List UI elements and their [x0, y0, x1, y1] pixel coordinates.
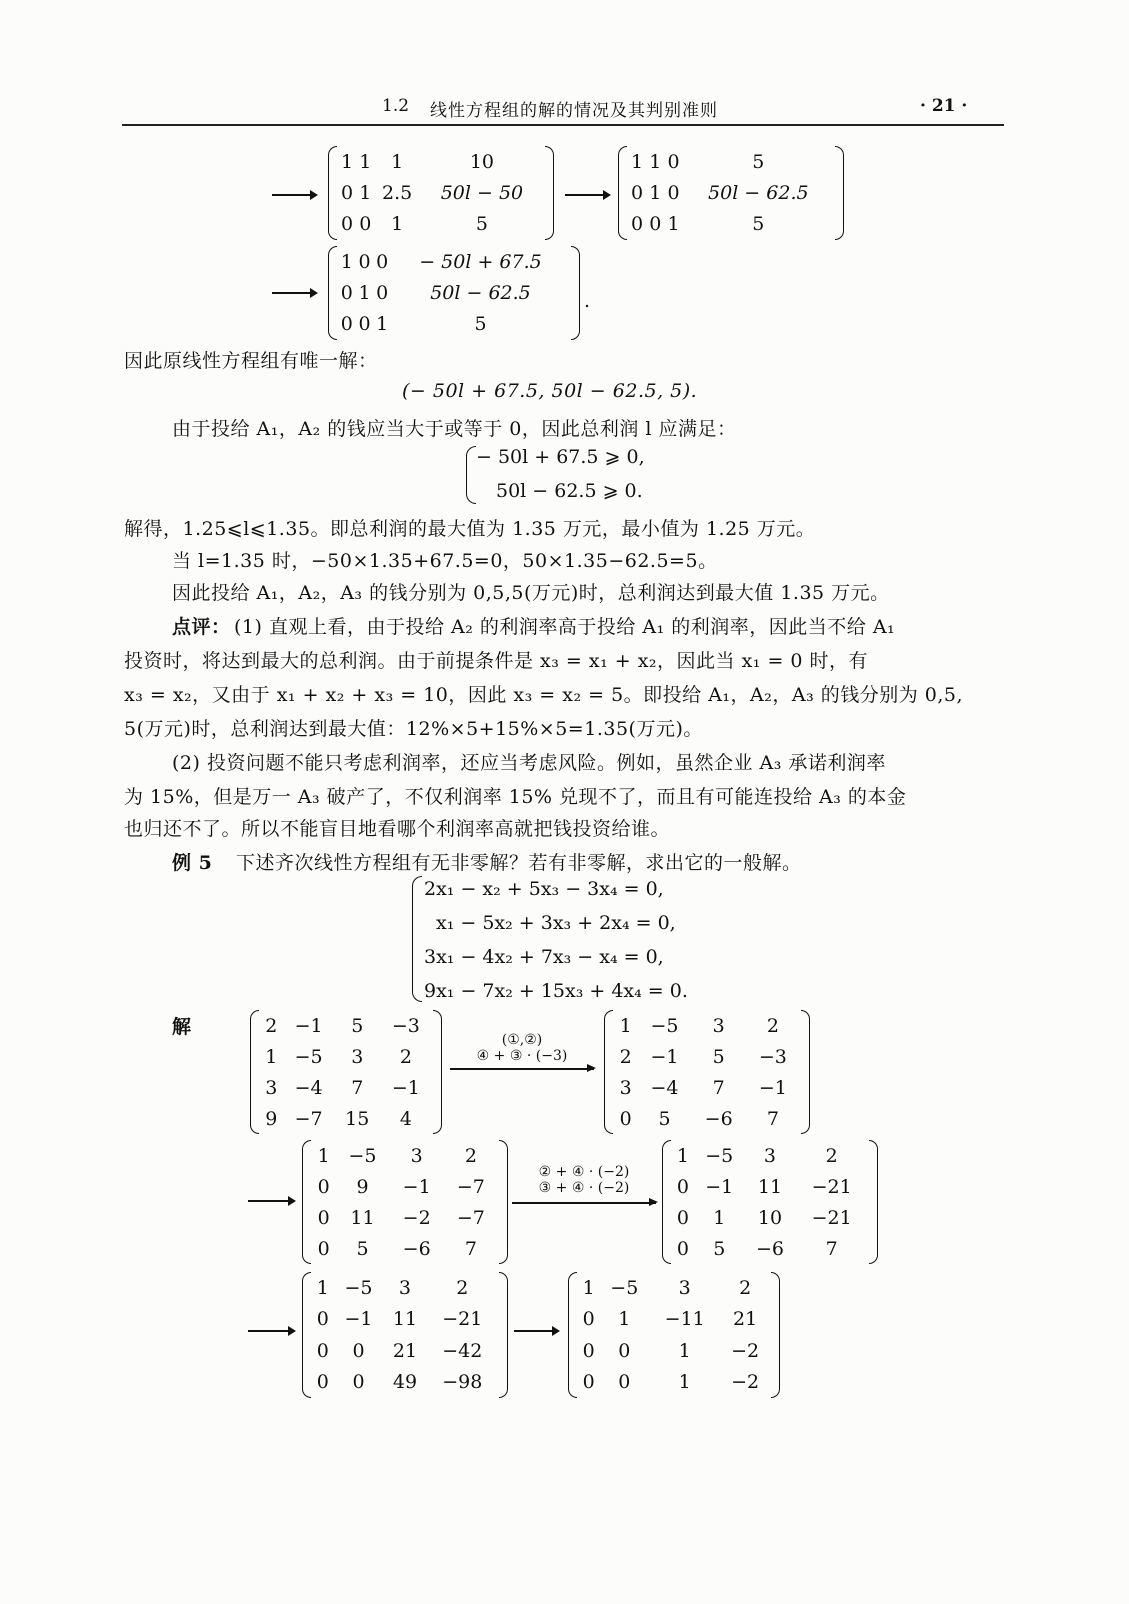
matrix-row — [614, 1103, 800, 1134]
matrix-cell: 1 — [649, 150, 662, 173]
matrix-cell: −5 — [610, 1276, 639, 1299]
matrix-cell: 3 — [678, 1276, 691, 1299]
matrix-cell: 0 — [676, 1206, 689, 1229]
matrix-row — [614, 1072, 800, 1103]
matrix-row — [578, 1272, 770, 1304]
matrix-cell: 0 — [676, 1237, 689, 1260]
matrix-cell: 1 — [358, 281, 371, 304]
comment1-b: 投资时，将达到最大的总利润。由于前提条件是 x₃ = x₁ + x₂，因此当 x₁ = 0 时，有 — [124, 650, 869, 672]
matrix-cell: 50l − 62.5 — [708, 181, 809, 204]
matrix-cell: 2 — [456, 1276, 469, 1299]
matrix-cell: 1 — [678, 1339, 691, 1362]
matrix-cell: 0 — [359, 213, 372, 236]
matrix-cell: 1 — [376, 313, 389, 336]
matrix-cell: 1 — [391, 150, 404, 173]
matrix-cell: 5 — [474, 313, 487, 336]
op-label-2b: ③ + ④ · (−2) — [538, 1180, 630, 1196]
matrix-cell: 50l − 62.5 — [430, 281, 531, 304]
matrix-cell: 1 — [359, 181, 372, 204]
matrix-cell: 7 — [766, 1107, 779, 1130]
matrix-cell: 0 — [340, 313, 353, 336]
inequality-1: − 50l + 67.5 ⩾ 0, — [476, 446, 645, 468]
matrix-cell: 5 — [713, 1237, 726, 1260]
matrix-row — [578, 1335, 770, 1367]
matrix-cell: 5 — [752, 213, 765, 236]
matrix-m5 — [604, 1010, 810, 1134]
matrix-period: . — [584, 290, 591, 312]
matrix-cell: 0 — [316, 1339, 329, 1362]
matrix-cell: 0 — [649, 213, 662, 236]
example-label: 例 5 — [172, 852, 213, 874]
matrix-m6 — [302, 1140, 508, 1264]
matrix-cell: 0 — [358, 313, 371, 336]
matrix-cell: 0 — [619, 1107, 632, 1130]
matrix-cell: 7 — [825, 1237, 838, 1260]
matrix-cell: 0 — [582, 1339, 595, 1362]
arrow — [272, 194, 316, 196]
matrix-cell: 7 — [351, 1076, 364, 1099]
matrix-cell: 2 — [766, 1014, 779, 1037]
matrix-row — [260, 1010, 432, 1041]
matrix-row — [338, 309, 570, 340]
therefore-line: 因此投给 A₁，A₂，A₃ 的钱分别为 0,5,5(万元)时，总利润达到最大值 1.35 万元。 — [172, 582, 890, 604]
matrix-cell: −21 — [811, 1206, 852, 1229]
matrix-cell: 1 — [649, 181, 662, 204]
matrix-cell: −2 — [402, 1206, 431, 1229]
matrix-cell: 1 — [340, 250, 353, 273]
matrix-cell: −7 — [456, 1175, 485, 1198]
matrix-cell: −1 — [650, 1045, 679, 1068]
invest-condition: 由于投给 A₁，A₂ 的钱应当大于或等于 0，因此总利润 l 应满足： — [172, 418, 737, 440]
matrix-cell: 4 — [399, 1107, 412, 1130]
matrix-row — [578, 1367, 770, 1399]
matrix-cell: 0 — [358, 250, 371, 273]
matrix-row — [260, 1072, 432, 1103]
matrix-cell: 0 — [341, 181, 354, 204]
example-text: 下述齐次线性方程组有无非零解？若有非零解，求出它的一般解。 — [236, 852, 802, 874]
matrix-m1 — [328, 146, 554, 240]
matrix-cell: 1 — [713, 1206, 726, 1229]
matrix-row — [338, 209, 544, 240]
matrix-cell: −2 — [731, 1339, 760, 1362]
matrix-m8 — [302, 1272, 508, 1398]
matrix-cell: − 50l + 67.5 — [419, 250, 542, 273]
matrix-cell: −3 — [758, 1045, 787, 1068]
matrix-cell: −5 — [705, 1144, 734, 1167]
matrix-cell: 0 — [316, 1371, 329, 1394]
arrow — [565, 194, 609, 196]
comment-label: 点评： — [172, 616, 231, 638]
matrix-cell: 0 — [316, 1308, 329, 1331]
matrix-cell: 0 — [582, 1371, 595, 1394]
matrix-cell: 2 — [739, 1276, 752, 1299]
matrix-cell: 3 — [763, 1144, 777, 1167]
matrix-cell: −1 — [391, 1076, 420, 1099]
matrix-cell: 0 — [376, 250, 389, 273]
arrow — [514, 1330, 558, 1332]
matrix-cell: 1 — [582, 1276, 595, 1299]
matrix-row — [338, 246, 570, 277]
matrix-row — [672, 1171, 868, 1202]
matrix-cell: 2 — [265, 1014, 278, 1037]
matrix-cell: 1 — [359, 150, 372, 173]
system-eq-3: 3x₁ − 4x₂ + 7x₃ − x₄ = 0, — [424, 946, 664, 968]
matrix-cell: 3 — [619, 1076, 632, 1099]
matrix-m7 — [662, 1140, 878, 1264]
matrix-cell: 5 — [475, 213, 488, 236]
arrow — [248, 1330, 294, 1332]
matrix-row — [338, 146, 544, 177]
matrix-cell: 0 — [317, 1237, 330, 1260]
matrix-cell: 2.5 — [382, 181, 413, 204]
matrix-cell: −5 — [344, 1276, 373, 1299]
matrix-cell: 3 — [265, 1076, 278, 1099]
matrix-cell: 0 — [582, 1308, 595, 1331]
matrix-cell: −1 — [758, 1076, 787, 1099]
matrix-cell: −4 — [294, 1076, 323, 1099]
matrix-cell: 10 — [757, 1206, 783, 1229]
matrix-cell: 1 — [619, 1014, 632, 1037]
matrix-cell: 3 — [398, 1276, 412, 1299]
matrix-row — [260, 1041, 432, 1072]
matrix-cell: −11 — [664, 1308, 705, 1331]
matrix-cell: 0 — [376, 281, 389, 304]
matrix-cell: 3 — [410, 1144, 423, 1167]
comment1-c: x₃ = x₂，又由于 x₁ + x₂ + x₃ = 10，因此 x₃ = x₂ = 5。即投给 A₁，A₂，A₃ 的钱分别为 0,5, — [124, 684, 964, 706]
matrix-cell: 0 — [317, 1175, 330, 1198]
system-eq-4: 9x₁ − 7x₂ + 15x₃ + 4x₄ = 0. — [424, 980, 688, 1002]
matrix-cell: −6 — [704, 1107, 733, 1130]
matrix-cell: 0 — [667, 181, 680, 204]
inequality-2: 50l − 62.5 ⩾ 0. — [496, 480, 643, 502]
matrix-cell: −4 — [650, 1076, 679, 1099]
comment1-d: 5(万元)时，总利润达到最大值：12%×5+15%×5=1.35(万元)。 — [124, 718, 703, 740]
matrix-row — [312, 1233, 498, 1264]
matrix-row — [312, 1335, 498, 1367]
matrix-row — [614, 1041, 800, 1072]
matrix-cell: −5 — [348, 1144, 377, 1167]
matrix-cell: 0 — [340, 281, 353, 304]
long-arrow — [512, 1202, 656, 1204]
header-rule — [122, 124, 1004, 126]
matrix-cell: 0 — [352, 1339, 365, 1362]
matrix-cell: 5 — [351, 1014, 364, 1037]
matrix-cell: 15 — [345, 1107, 370, 1130]
section-title: 线性方程组的解的情况及其判别准则 — [430, 101, 718, 121]
matrix-m3 — [328, 246, 580, 340]
matrix-cell: −42 — [442, 1339, 483, 1362]
matrix-row — [338, 277, 570, 308]
matrix-cell: 11 — [757, 1175, 783, 1198]
matrix-row — [312, 1171, 498, 1202]
matrix-cell: 11 — [392, 1308, 418, 1331]
matrix-cell: 0 — [631, 213, 644, 236]
solution-label: 解 — [172, 1016, 192, 1038]
matrix-cell: 1 — [631, 150, 644, 173]
arrow — [272, 292, 316, 294]
matrix-m9 — [568, 1272, 780, 1398]
matrix-cell: −6 — [402, 1237, 431, 1260]
comment2-a: (2) 投资问题不能只考虑利润率，还应当考虑风险。例如，虽然企业 A₃ 承诺利润率 — [172, 752, 886, 774]
matrix-cell: 21 — [392, 1339, 418, 1362]
matrix-cell: −5 — [294, 1045, 323, 1068]
matrix-row — [260, 1103, 432, 1134]
matrix-cell: −1 — [402, 1175, 431, 1198]
matrix-cell: 5 — [712, 1045, 725, 1068]
matrix-cell: 0 — [667, 150, 680, 173]
matrix-cell: 10 — [469, 150, 495, 173]
matrix-cell: 1 — [676, 1144, 689, 1167]
matrix-row — [312, 1304, 498, 1336]
op-label-1a: (①,②) — [501, 1032, 543, 1048]
matrix-cell: 9 — [265, 1107, 278, 1130]
matrix-cell: 5 — [752, 150, 765, 173]
matrix-cell: 1 — [341, 150, 354, 173]
matrix-cell: 2 — [464, 1144, 477, 1167]
matrix-row — [312, 1202, 498, 1233]
matrix-cell: 0 — [618, 1371, 631, 1394]
matrix-cell: −1 — [344, 1308, 373, 1331]
solution: (− 50l + 67.5, 50l − 62.5, 5). — [402, 380, 698, 402]
matrix-row — [312, 1367, 498, 1399]
matrix-cell: 21 — [733, 1308, 758, 1331]
matrix-row — [312, 1140, 498, 1171]
matrix-cell: 0 — [676, 1175, 689, 1198]
matrix-cell: −7 — [294, 1107, 323, 1130]
long-arrow — [450, 1068, 594, 1070]
matrix-cell: 7 — [464, 1237, 477, 1260]
comment1-a: (1) 直观上看，由于投给 A₂ 的利润率高于投给 A₁ 的利润率，因此当不给 A₁ — [234, 616, 896, 638]
solve-line: 解得，1.25⩽l⩽1.35。即总利润的最大值为 1.35 万元，最小值为 1.25 万元。 — [124, 518, 816, 540]
matrix-cell: 1 — [265, 1045, 278, 1068]
matrix-m4 — [250, 1010, 442, 1134]
op-label-2a: ② + ④ · (−2) — [538, 1164, 630, 1180]
matrix-cell: 49 — [392, 1371, 418, 1394]
matrix-cell: 1 — [678, 1371, 691, 1394]
matrix-cell: −5 — [650, 1014, 679, 1037]
matrix-cell: 2 — [825, 1144, 838, 1167]
page-number: · 21 · — [920, 96, 968, 116]
matrix-cell: −21 — [442, 1308, 483, 1331]
matrix-cell: 1 — [316, 1276, 329, 1299]
matrix-row — [672, 1202, 868, 1233]
matrix-cell: 3 — [712, 1014, 725, 1037]
system-brace — [412, 876, 422, 1002]
system-eq-1: 2x₁ − x₂ + 5x₃ − 3x₄ = 0, — [424, 878, 664, 900]
matrix-cell: 2 — [619, 1045, 632, 1068]
matrix-m2 — [618, 146, 844, 240]
matrix-cell: −2 — [731, 1371, 760, 1394]
comment2-b: 为 15%，但是万一 A₃ 破产了，不仅利润率 15% 兑现不了，而且有可能连投给 A₃ 的本金 — [124, 786, 907, 808]
when-line: 当 l=1.35 时，−50×1.35+67.5=0，50×1.35−62.5=5。 — [172, 550, 718, 572]
matrix-row — [628, 177, 834, 208]
matrix-row — [672, 1233, 868, 1264]
system-eq-2: x₁ − 5x₂ + 3x₃ + 2x₄ = 0, — [436, 912, 676, 934]
matrix-cell: 1 — [391, 213, 404, 236]
matrix-row — [628, 209, 834, 240]
matrix-cell: 1 — [317, 1144, 330, 1167]
matrix-row — [614, 1010, 800, 1041]
matrix-cell: 9 — [356, 1175, 369, 1198]
comment2-c: 也归还不了。所以不能盲目地看哪个利润率高就把钱投资给谁。 — [124, 818, 671, 840]
matrix-cell: −21 — [811, 1175, 852, 1198]
matrix-row — [628, 146, 834, 177]
matrix-cell: −98 — [442, 1371, 483, 1394]
matrix-row — [672, 1140, 868, 1171]
matrix-cell: −1 — [294, 1014, 323, 1037]
matrix-cell: −6 — [755, 1237, 784, 1260]
arrow — [248, 1200, 294, 1202]
matrix-row — [312, 1272, 498, 1304]
matrix-cell: 0 — [317, 1206, 330, 1229]
unique-intro: 因此原线性方程组有唯一解： — [124, 350, 378, 372]
matrix-cell: 0 — [631, 181, 644, 204]
matrix-cell: 11 — [350, 1206, 375, 1229]
matrix-row — [338, 177, 544, 208]
matrix-cell: 5 — [356, 1237, 369, 1260]
matrix-cell: 7 — [712, 1076, 725, 1099]
section-number: 1.2 — [382, 96, 410, 116]
matrix-cell: 1 — [618, 1308, 631, 1331]
matrix-cell: 3 — [351, 1045, 364, 1068]
inequality-brace — [466, 446, 476, 504]
matrix-cell: 0 — [352, 1371, 365, 1394]
op-label-1b: ④ + ③ · (−3) — [476, 1048, 568, 1064]
matrix-cell: 0 — [341, 213, 354, 236]
matrix-cell: 2 — [399, 1045, 412, 1068]
matrix-cell: 5 — [658, 1107, 671, 1130]
matrix-cell: 1 — [667, 213, 680, 236]
matrix-cell: −7 — [456, 1206, 485, 1229]
matrix-cell: −1 — [705, 1175, 734, 1198]
matrix-cell: −3 — [391, 1014, 420, 1037]
matrix-cell: 50l − 50 — [440, 181, 524, 204]
matrix-row — [578, 1304, 770, 1336]
matrix-cell: 0 — [618, 1339, 631, 1362]
